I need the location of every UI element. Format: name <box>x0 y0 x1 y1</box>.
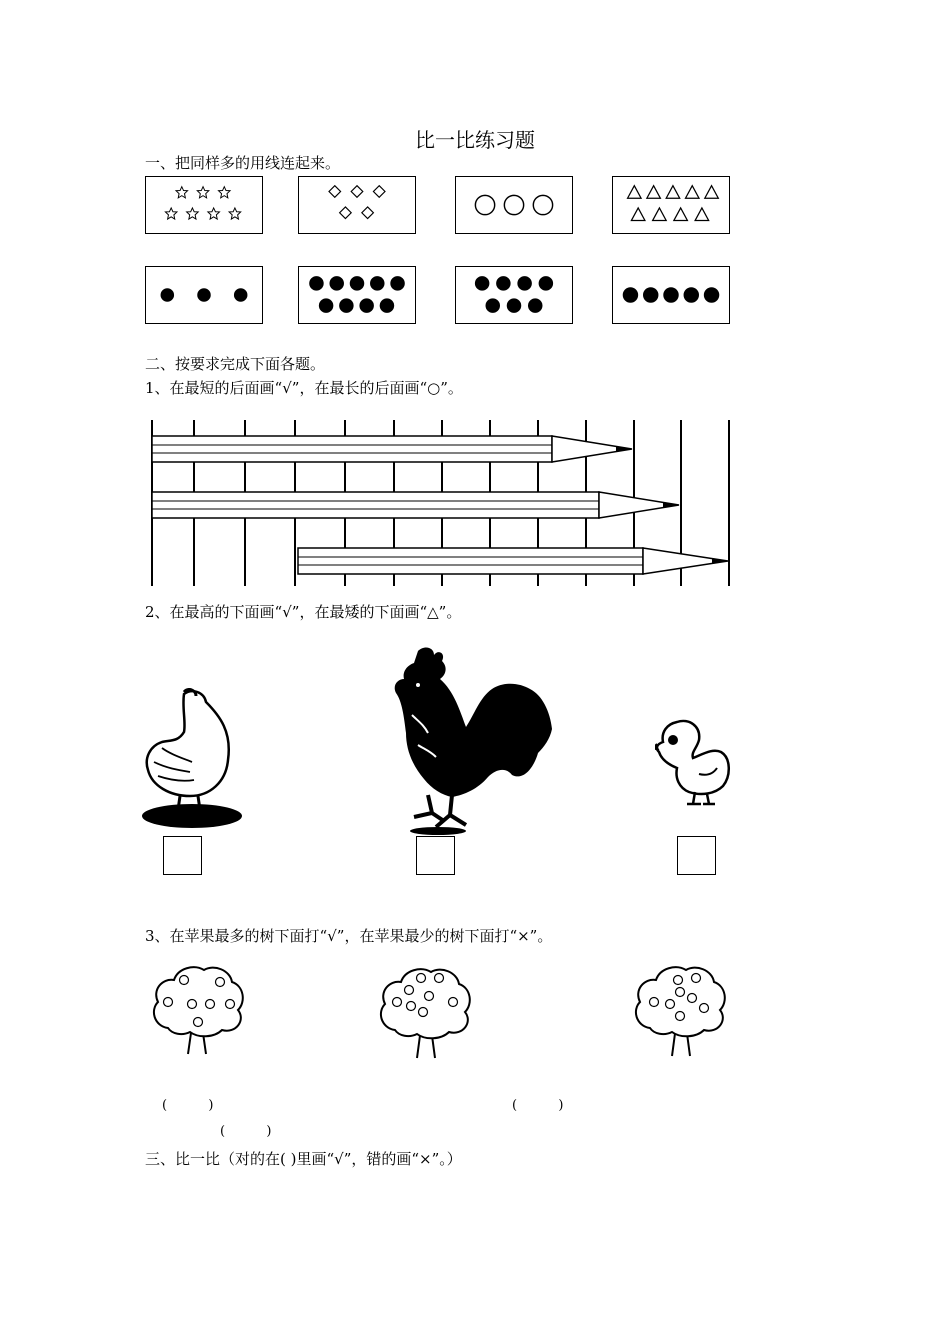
box-dots-9[interactable] <box>298 266 416 324</box>
pencil-2 <box>152 492 679 518</box>
box-circles[interactable] <box>455 176 573 234</box>
answer-box-rooster[interactable] <box>416 836 455 875</box>
rooster-icon <box>388 645 556 835</box>
q2-text: 2、在最高的下面画“√”，在最矮的下面画“△”。 <box>145 603 462 621</box>
answer-box-hen[interactable] <box>163 836 202 875</box>
q1-text: 1、在最短的后面画“√”，在最长的后面画“○”。 <box>145 379 463 397</box>
box-triangles[interactable] <box>612 176 730 234</box>
section2-heading: 二、按要求完成下面各题。 <box>145 355 326 373</box>
box-dots-3[interactable] <box>145 266 263 324</box>
dot-icon <box>299 267 415 323</box>
pencil-3 <box>298 548 728 574</box>
page-title: 比一比练习题 <box>415 128 535 152</box>
apple-tree-2 <box>377 962 473 1060</box>
section3-heading: 三、比一比（对的在( )里画“√”，错的画“×”。） <box>145 1150 462 1168</box>
section1-heading: 一、把同样多的用线连起来。 <box>145 154 341 172</box>
paren-tree-2[interactable]: ( ) <box>220 1124 272 1139</box>
dot-icon <box>613 267 729 323</box>
dot-icon <box>146 267 262 323</box>
hen-icon <box>140 688 244 832</box>
chick-icon <box>655 718 733 808</box>
diamond-icon <box>299 177 415 233</box>
dot-icon <box>456 267 572 323</box>
box-stars[interactable] <box>145 176 263 234</box>
box-diamonds[interactable] <box>298 176 416 234</box>
q3-text: 3、在苹果最多的树下面打“√”，在苹果最少的树下面打“×”。 <box>145 927 553 945</box>
box-dots-5[interactable] <box>612 266 730 324</box>
box-dots-7[interactable] <box>455 266 573 324</box>
star-icon <box>146 177 262 233</box>
apple-tree-3 <box>632 962 728 1058</box>
answer-box-chick[interactable] <box>677 836 716 875</box>
paren-tree-1[interactable]: ( ) <box>162 1098 214 1113</box>
apple-tree-1 <box>150 962 246 1056</box>
circle-icon <box>456 177 572 233</box>
pencils-grid <box>148 420 732 586</box>
pencil-1 <box>152 436 632 462</box>
paren-tree-3[interactable]: ( ) <box>512 1098 564 1113</box>
triangle-icon <box>613 177 729 233</box>
